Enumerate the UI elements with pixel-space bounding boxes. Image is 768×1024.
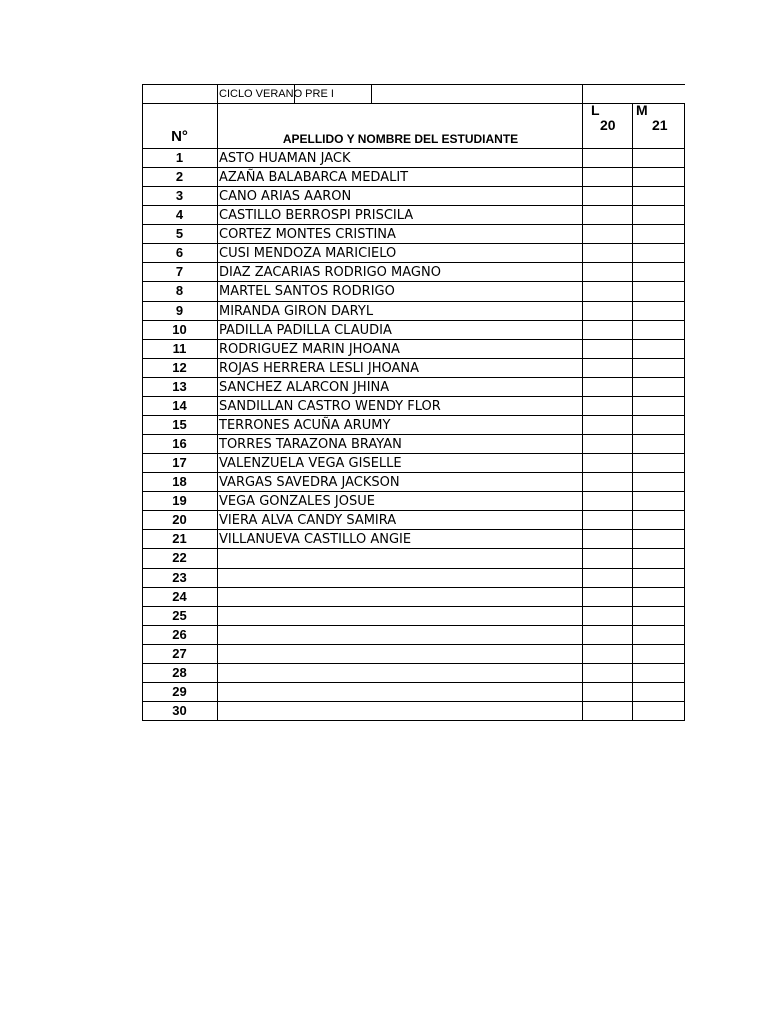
row-number: 1 [175,150,184,165]
row-separator [142,301,685,302]
row-separator [142,148,685,149]
student-name: ASTO HUAMAN JACK [219,151,351,166]
student-name: SANDILLAN CASTRO WENDY FLOR [219,399,441,414]
student-name: CORTEZ MONTES CRISTINA [219,227,396,242]
row-separator [142,262,685,263]
row-separator [142,224,685,225]
header-divider [142,103,685,104]
row-separator [142,682,685,683]
student-name: TORRES TARAZONA BRAYAN [219,437,402,452]
row-separator [142,453,685,454]
row-number: 4 [175,207,184,222]
row-number: 28 [172,665,187,680]
row-separator [142,186,685,187]
row-separator [142,434,685,435]
student-name: CASTILLO BERROSPI PRISCILA [219,208,414,223]
row-separator [142,377,685,378]
top-border [142,84,685,85]
row-number: 17 [172,455,187,470]
row-number: 24 [172,589,187,604]
row-separator [142,358,685,359]
row-separator [142,587,685,588]
ciclo-cell-end [371,84,372,104]
name-column-divider [582,84,583,721]
student-name: RODRIGUEZ MARIN JHOANA [219,342,400,357]
row-number: 13 [172,379,187,394]
ciclo-label: CICLO VERANO PRE I [219,88,334,100]
student-name: AZAÑA BALABARCA MEDALIT [219,170,409,185]
row-number: 14 [172,398,187,413]
row-number: 5 [175,226,184,241]
row-separator [142,529,685,530]
row-separator [142,606,685,607]
student-name: MARTEL SANTOS RODRIGO [219,284,395,299]
row-separator [142,491,685,492]
row-separator [142,720,685,721]
row-number: 7 [175,264,184,279]
row-number: 16 [172,436,187,451]
row-number: 23 [172,570,187,585]
row-number: 11 [172,341,187,356]
row-separator [142,415,685,416]
row-separator [142,568,685,569]
day2-number: 21 [652,117,668,133]
student-name: VARGAS SAVEDRA JACKSON [219,475,400,490]
student-name: DIAZ ZACARIAS RODRIGO MAGNO [219,265,441,280]
row-separator [142,548,685,549]
row-separator [142,339,685,340]
row-number: 2 [175,169,184,184]
row-separator [142,701,685,702]
row-separator [142,472,685,473]
student-name: VALENZUELA VEGA GISELLE [219,456,402,471]
row-number: 30 [172,703,187,718]
row-separator [142,396,685,397]
day1-letter: L [591,102,600,118]
row-number: 22 [172,550,187,565]
row-number: 9 [175,303,184,318]
row-number: 12 [172,360,187,375]
row-number: 6 [175,245,184,260]
row-number: 20 [172,512,187,527]
right-border [684,103,685,721]
row-number: 27 [172,646,187,661]
student-name: CUSI MENDOZA MARICIELO [219,246,397,261]
student-name: VEGA GONZALES JOSUE [219,494,375,509]
row-number: 29 [172,684,187,699]
row-number: 21 [172,531,187,546]
row-separator [142,663,685,664]
day-column-divider [632,103,633,721]
row-separator [142,510,685,511]
row-number: 19 [172,493,187,508]
row-number: 15 [172,417,187,432]
row-number: 18 [172,474,187,489]
student-name: VILLANUEVA CASTILLO ANGIE [219,532,412,547]
student-name: TERRONES ACUÑA ARUMY [219,418,391,433]
row-separator [142,281,685,282]
student-name: VIERA ALVA CANDY SAMIRA [219,513,397,528]
row-separator [142,320,685,321]
row-number: 8 [175,283,184,298]
row-separator [142,167,685,168]
day1-number: 20 [600,117,616,133]
column-header-student-name: APELLIDO Y NOMBRE DEL ESTUDIANTE [282,132,519,146]
student-name: CANO ARIAS AARON [219,189,352,204]
student-name: ROJAS HERRERA LESLI JHOANA [219,361,419,376]
student-name: MIRANDA GIRON DARYL [219,304,374,319]
row-separator [142,205,685,206]
number-column-divider [217,84,218,721]
row-number: 26 [172,627,187,642]
row-separator [142,625,685,626]
column-header-number: N° [171,128,188,145]
row-number: 25 [172,608,187,623]
row-number: 10 [172,322,187,337]
row-separator [142,243,685,244]
row-number: 3 [175,188,184,203]
day2-letter: M [636,102,648,118]
student-name: SANCHEZ ALARCON JHINA [219,380,390,395]
row-separator [142,644,685,645]
student-name: PADILLA PADILLA CLAUDIA [219,323,392,338]
